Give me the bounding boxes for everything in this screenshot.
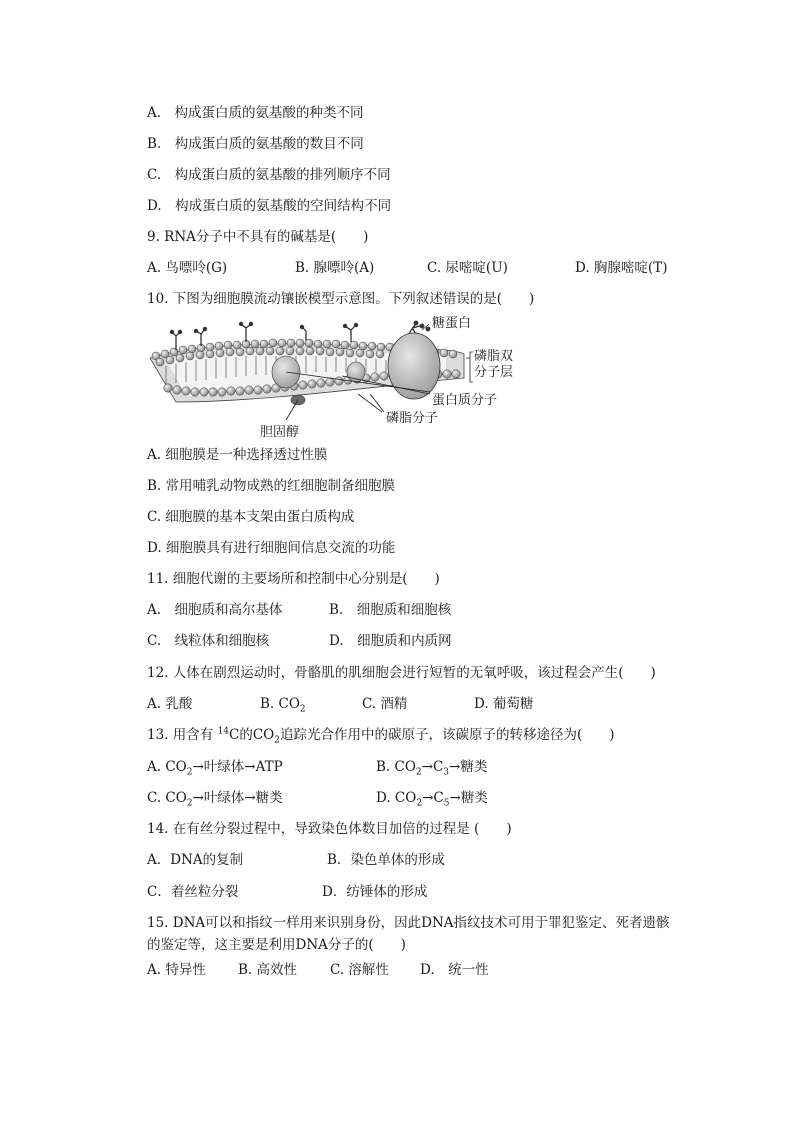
q10-option-a: A. 细胞膜是一种选择透过性膜: [147, 447, 328, 463]
q11-stem: 11. 细胞代谢的主要场所和控制中心分别是( ): [147, 571, 440, 587]
q14-stem: 14. 在有丝分裂过程中，导致染色体数目加倍的过程是 ( ): [147, 821, 512, 837]
q9-option-d: D. 胸腺嘧啶(T): [575, 260, 668, 276]
q8-option-c: C. 构成蛋白质的氨基酸的排列顺序不同: [147, 167, 391, 183]
q13-stem: 13. 用含有 $^{14}$C的$CO_2$追踪光合作用中的碳原子，该碳原子的转移途径为( ): [147, 726, 615, 746]
q12-option-a: A. 乳酸: [147, 696, 193, 712]
label-protein-molecule: 蛋白质分子: [432, 393, 498, 408]
label-phospholipid-molecule: 磷脂分子: [386, 411, 439, 426]
q9-stem: 9. RNA分子中不具有的碱基是( ): [147, 229, 369, 245]
q9-option-b: B. 腺嘌呤(A): [295, 260, 375, 276]
q15-option-d: D. 统一性: [420, 962, 489, 978]
label-cholesterol: 胆固醇: [260, 425, 300, 440]
q13-option-a: A. $CO_2\to$叶绿体→ATP: [147, 759, 283, 778]
q12-option-c: C. 酒精: [362, 696, 408, 712]
q8-option-d: D. 构成蛋白质的氨基酸的空间结构不同: [147, 198, 392, 214]
q12-stem: 12. 人体在剧烈运动时，骨骼肌的肌细胞会进行短暂的无氧呼吸，该过程会产生( ): [147, 665, 656, 681]
q13-option-c: C. $CO_2\to$叶绿体→糖类: [147, 790, 283, 809]
label-bilayer-line2: 分子层: [474, 365, 514, 380]
q15-stem-line2: 的鉴定等，这主要是利用DNA分子的( ): [147, 937, 406, 953]
q8-option-b: B. 构成蛋白质的氨基酸的数目不同: [147, 136, 364, 152]
transmembrane-protein: [388, 333, 440, 399]
q9-option-a: A. 鸟嘌呤(G): [147, 260, 228, 276]
q15-option-b: B. 高效性: [238, 962, 298, 978]
q15-option-c: C. 溶解性: [330, 962, 389, 978]
q9-option-c: C. 尿嘧啶(U): [427, 260, 508, 276]
q14-option-d: D．纺锤体的形成: [322, 884, 428, 900]
q11-option-a: A. 细胞质和高尔基体: [147, 602, 283, 618]
q15-option-a: A. 特异性: [147, 962, 206, 978]
q13-option-d: D. $CO_2\to C_5\to$糖类: [376, 790, 488, 809]
q15-stem-line1: 15. DNA可以和指纹一样用来识别身份，因此DNA指纹技术可用于罪犯鉴定、死者遗骸: [147, 915, 670, 931]
q14-option-c: C．着丝粒分裂: [147, 884, 239, 900]
q10-option-c: C. 细胞膜的基本支架由蛋白质构成: [147, 509, 355, 525]
label-glycoprotein: 糖蛋白: [432, 316, 472, 331]
q13-option-b: B. $CO_2\to C_3\to$糖类: [376, 759, 488, 778]
q12-option-b: B. $CO_2$: [260, 696, 306, 715]
q14-option-b: B．染色单体的形成: [327, 852, 445, 868]
q11-option-c: C. 线粒体和细胞核: [147, 633, 270, 649]
q11-option-b: B. 细胞质和细胞核: [329, 602, 452, 618]
q10-option-d: D. 细胞膜具有进行细胞间信息交流的功能: [147, 540, 396, 556]
q10-stem: 10. 下图为细胞膜流动镶嵌模型示意图。下列叙述错误的是( ): [147, 291, 535, 307]
label-bilayer-line1: 磷脂双: [474, 349, 514, 364]
cell-membrane-figure: [146, 316, 518, 440]
q10-option-b: B. 常用哺乳动物成熟的红细胞制备细胞膜: [147, 478, 396, 494]
q14-option-a: A．DNA的复制: [147, 852, 244, 868]
q12-option-d: D. 葡萄糖: [474, 696, 534, 712]
q8-option-a: A. 构成蛋白质的氨基酸的种类不同: [147, 105, 364, 121]
q11-option-d: D. 细胞质和内质网: [329, 633, 452, 649]
